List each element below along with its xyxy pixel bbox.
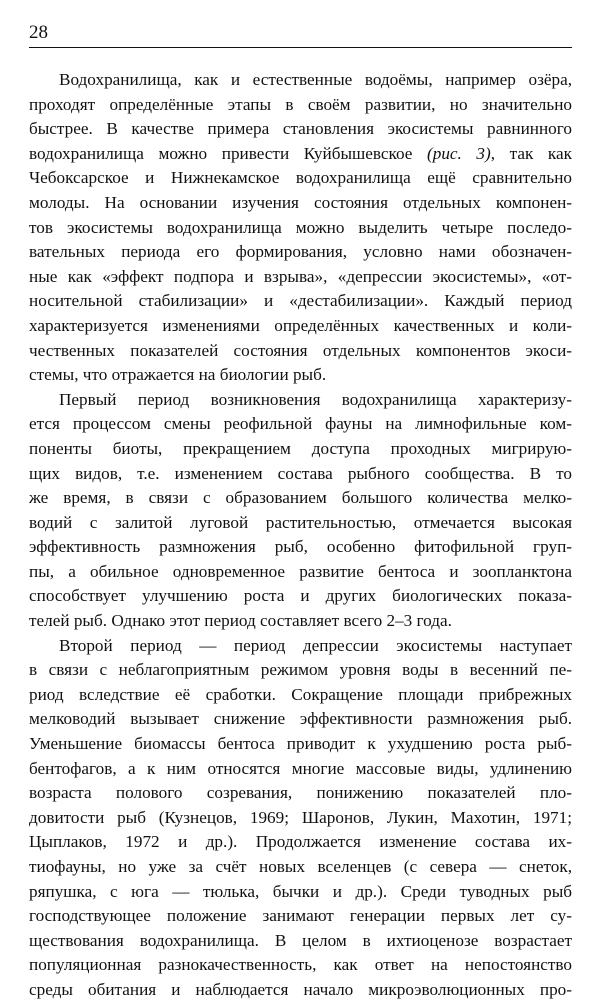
text-line: водий с залитой луговой растительностью, отмечается высокая bbox=[29, 512, 572, 532]
text-line: ществования водохранилища. В целом в ихтиоценозе возрастает bbox=[29, 930, 572, 950]
text-line: Водохранилища, как и естественные водоёмы, например озёра, bbox=[59, 70, 572, 89]
text-line: быстрее. В качестве примера становления экосистемы равнинного bbox=[29, 119, 572, 139]
text-line: в связи с неблагоприятным режимом уровня воды в весенний пе- bbox=[29, 660, 572, 680]
paragraph-1 bbox=[29, 68, 572, 388]
text-line: телей рыб. Однако этот период составляет всего 2–3 года. bbox=[29, 611, 452, 631]
text-line: чественных показателей состояния отдельных компонентов экоси- bbox=[29, 340, 572, 360]
text-line: щих видов, т.е. изменением состава рыбного сообщества. В то bbox=[29, 463, 572, 483]
text-line: тов экосистемы водохранилища можно выделить четыре последо- bbox=[29, 217, 572, 237]
text-line: эффективность размножения рыб, особенно фитофильной груп- bbox=[29, 537, 572, 557]
text-line: стемы, что отражается на биологии рыб. bbox=[29, 365, 327, 385]
page-number: 28 bbox=[29, 22, 48, 43]
header-rule bbox=[29, 47, 572, 48]
text-fragment: водохранилища можно привести Куйбышевское bbox=[29, 143, 413, 163]
text-line: Цыплаков, 1972 и др.). Продолжается изменение состава их- bbox=[29, 832, 572, 852]
text-line: ется процессом смены реофильной фауны на лимнофильные ком- bbox=[29, 414, 572, 434]
text-line: возраста полового созревания, понижению показателей пло- bbox=[29, 783, 572, 803]
text-line: пы, а обильное одновременное развитие бентоса и зоопланктона bbox=[29, 561, 572, 581]
text-line: молоды. На основании изучения состояния отдельных компонен- bbox=[29, 192, 572, 212]
text-line: способствует улучшению роста и других биологических показа- bbox=[29, 586, 572, 606]
text-line: тиофауны, но уже за счёт новых вселенцев (с севера — снеток, bbox=[29, 857, 572, 876]
text-line-with-figure-ref bbox=[29, 142, 572, 167]
text-line: бентофагов, а к ним относятся многие массовые виды, удлинению bbox=[29, 758, 572, 778]
text-line: же время, в связи с образованием большого количества мелко- bbox=[29, 488, 572, 508]
text-line: проходят определённые этапы в своём развитии, но значительно bbox=[29, 94, 572, 114]
text-fragment: , так как bbox=[490, 143, 572, 163]
text-line: господствующее положение занимают генерации первых лет су- bbox=[29, 906, 572, 926]
text-line: ряпушка, с юга — тюлька, бычки и др.). Среди туводных рыб bbox=[29, 881, 572, 901]
text-line: мелководий вызывает снижение эффективности размножения рыб. bbox=[29, 709, 572, 729]
text-line: Уменьшение биомассы бентоса приводит к ухудшению роста рыб- bbox=[29, 734, 572, 754]
text-line: Первый период возникновения водохранилища характеризу- bbox=[59, 389, 572, 409]
body-text bbox=[29, 68, 572, 1003]
figure-reference: (рис. 3) bbox=[427, 143, 491, 163]
text-line: довитости рыб (Кузнецов, 1969; Шаронов, Лукин, Махотин, 1971; bbox=[29, 807, 572, 827]
text-line: ные как «эффект подпора и взрыва», «депрессии экосистемы», «от- bbox=[29, 266, 572, 286]
text-line: Чебоксарское и Нижнекамское водохранилища ещё сравнительно bbox=[29, 168, 572, 188]
text-line: носительной стабилизации» и «дестабилизации». Каждый период bbox=[29, 291, 572, 311]
text-line: характеризуется изменениями определённых качественных и коли- bbox=[29, 315, 572, 335]
text-line: поненты биоты, прекращением доступа проходных мигрирую- bbox=[29, 438, 572, 458]
paragraph-2 bbox=[29, 388, 572, 634]
text-line: риод вследствие её сработки. Сокращение площади прибрежных bbox=[29, 684, 572, 704]
text-line: среды обитания и наблюдается начало микроэволюционных про- bbox=[29, 979, 572, 999]
text-line: Второй период — период депрессии экосистемы наступает bbox=[59, 635, 572, 655]
text-line: популяционная разнокачественность, как ответ на непостоянство bbox=[29, 955, 572, 975]
paragraph-3 bbox=[29, 634, 572, 1003]
text-line: вательных периода его формирования, условно нами обозначен- bbox=[29, 242, 572, 262]
